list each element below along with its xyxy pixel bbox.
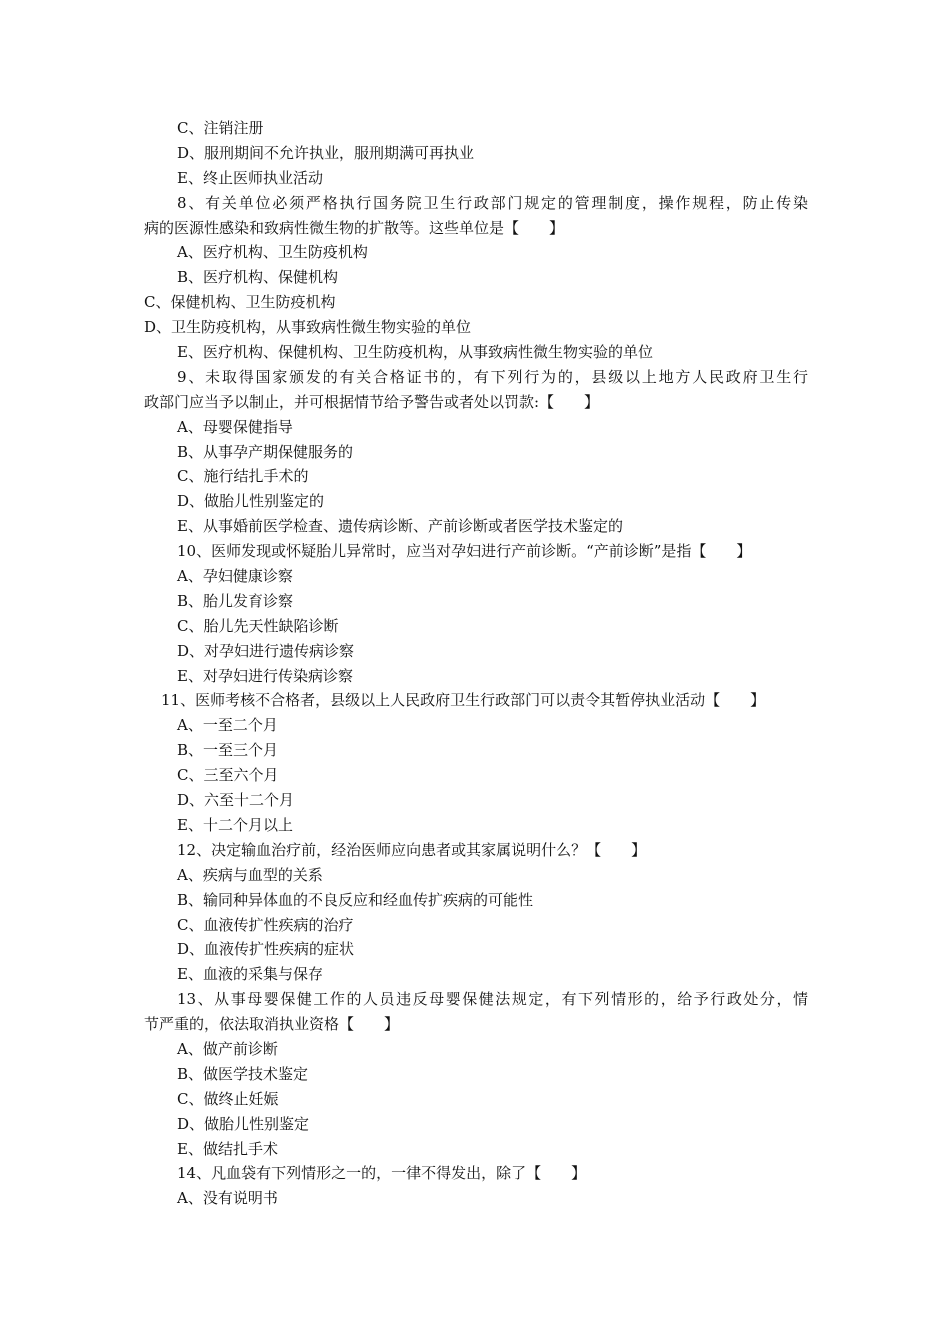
option-line: A、疾病与血型的关系: [177, 865, 323, 884]
option-line: C、三至六个月: [177, 766, 279, 785]
option-line: D、六至十二个月: [177, 791, 295, 810]
option-line: A、母婴保健指导: [177, 417, 293, 436]
option-line: B、输同种异体血的不良反应和经血传扩疾病的可能性: [177, 890, 534, 909]
question-9-line-2: 政部门应当予以制止，并可根据情节给予警告或者处以罚款:【 】: [144, 392, 600, 411]
option-line: A、没有说明书: [177, 1189, 278, 1208]
question-9-line-1: 9、未取得国家颁发的有关合格证书的，有下列行为的，县级以上地方人民政府卫生行: [177, 367, 808, 386]
option-line: A、一至二个月: [177, 716, 278, 735]
option-line: E、做结扎手术: [177, 1139, 278, 1158]
question-13-line-2: 节严重的，依法取消执业资格【 】: [144, 1015, 400, 1034]
option-line: E、从事婚前医学检查、遗传病诊断、产前诊断或者医学技术鉴定的: [177, 517, 623, 536]
option-line: B、胎儿发育诊察: [177, 591, 294, 610]
option-line: B、做医学技术鉴定: [177, 1064, 309, 1083]
option-line: D、对孕妇进行遗传病诊察: [177, 641, 355, 660]
option-line: E、血液的采集与保存: [177, 965, 323, 984]
option-line: C、施行结扎手术的: [177, 467, 309, 486]
option-line: B、一至三个月: [177, 741, 279, 760]
option-line: B、从事孕产期保健服务的: [177, 442, 354, 461]
question-8-line-2: 病的医源性感染和致病性微生物的扩散等。这些单位是【 】: [144, 218, 565, 237]
question-8-line-1: 8、有关单位必须严格执行国务院卫生行政部门规定的管理制度，操作规程，防止传染: [177, 193, 808, 212]
option-line: D、做胎儿性别鉴定: [177, 1114, 310, 1133]
option-line: A、孕妇健康诊察: [177, 567, 293, 586]
question-11: 11、医师考核不合格者，县级以上人民政府卫生行政部门可以责令其暂停执业活动【 】: [161, 691, 766, 710]
option-line: D、血液传扩性疾病的症状: [177, 940, 355, 959]
option-line: C、血液传扩性疾病的治疗: [177, 915, 354, 934]
option-line: C、做终止妊娠: [177, 1089, 279, 1108]
option-line: D、服刑期间不允许执业，服刑期满可再执业: [177, 143, 475, 162]
option-line: C、胎儿先天性缺陷诊断: [177, 616, 339, 635]
option-line: C、注销注册: [177, 119, 264, 137]
question-text-body: [144, 116, 808, 1211]
option-line: A、做产前诊断: [177, 1039, 278, 1058]
option-line: E、十二个月以上: [177, 815, 293, 834]
question-13-line-1: 13、从事母婴保健工作的人员违反母婴保健法规定，有下列情形的，给予行政处分，情: [177, 990, 808, 1009]
option-line: B、医疗机构、保健机构: [177, 268, 339, 287]
option-line: E、医疗机构、保健机构、卫生防疫机构，从事致病性微生物实验的单位: [177, 343, 653, 362]
option-line: E、对孕妇进行传染病诊察: [177, 666, 353, 685]
question-10: 10、医师发现或怀疑胎儿异常时，应当对孕妇进行产前诊断。“产前诊断”是指【 】: [177, 542, 752, 561]
question-14: 14、凡血袋有下列情形之一的，一律不得发出，除了【 】: [177, 1164, 587, 1183]
option-line: E、终止医师执业活动: [177, 168, 323, 187]
option-line: D、做胎儿性别鉴定的: [177, 492, 325, 511]
question-12: 12、决定输血治疗前，经治医师应向患者或其家属说明什么？【 】: [177, 840, 647, 859]
option-line: A、医疗机构、卫生防疫机构: [177, 243, 368, 262]
option-line: D、卫生防疫机构，从事致病性微生物实验的单位: [144, 318, 472, 337]
option-line: C、保健机构、卫生防疫机构: [144, 293, 336, 312]
